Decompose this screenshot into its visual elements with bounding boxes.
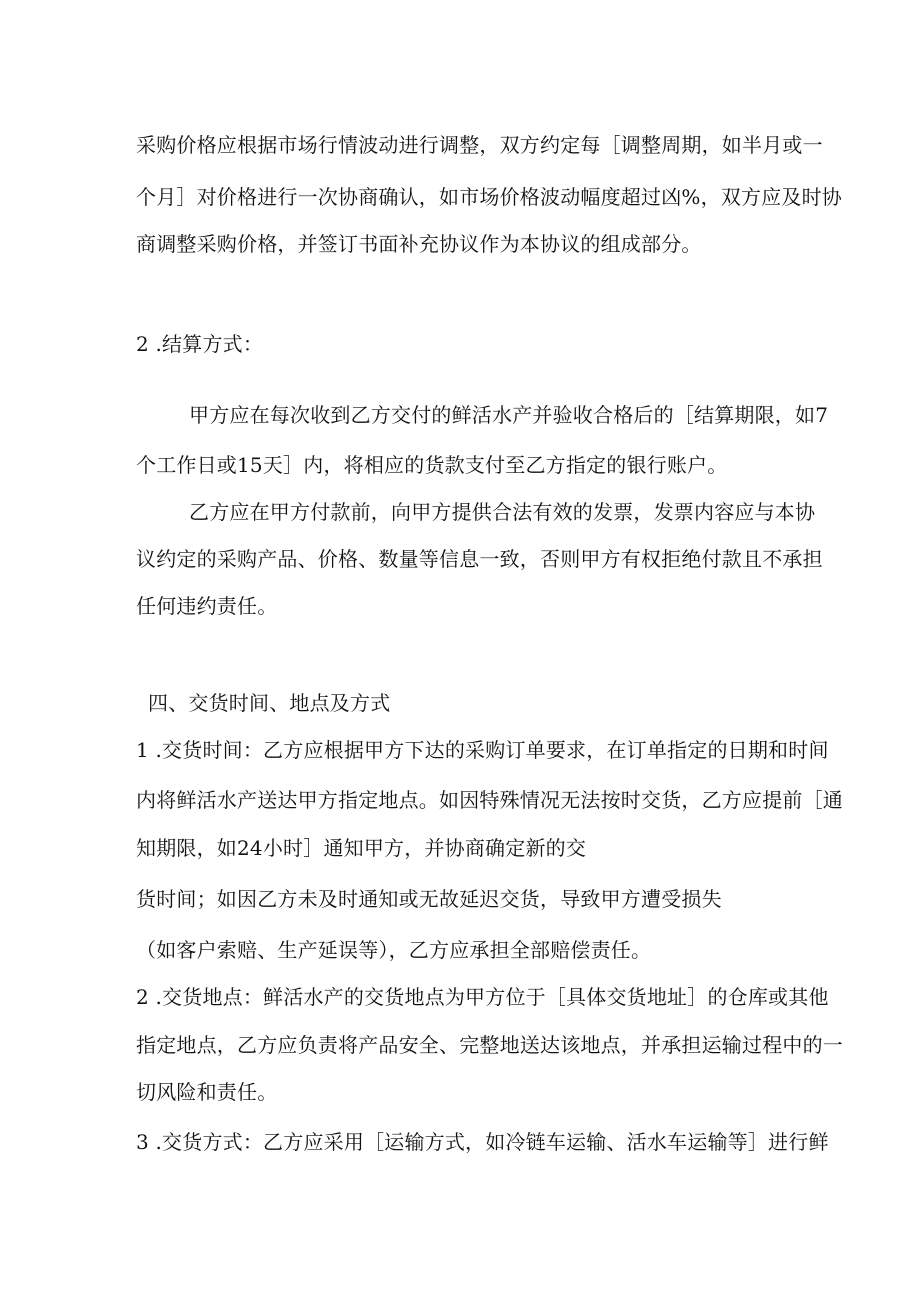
section-heading: 2 .结算方式： xyxy=(136,332,264,356)
paragraph-line: 议约定的采购产品、价格、数量等信息一致，否则甲方有权拒绝付款且不承担 xyxy=(136,547,823,571)
paragraph-line: 采购价格应根据市场行情波动进行调整，双方约定每［调整周期，如半月或一 xyxy=(136,133,823,157)
paragraph-line: 2 .交货地点：鲜活水产的交货地点为甲方位于［具体交货地址］的仓库或其他 xyxy=(136,985,829,1009)
paragraph-line: 货时间；如因乙方未及时通知或无故延迟交货，导致甲方遭受损失 xyxy=(136,887,722,911)
paragraph-line: 3 .交货方式：乙方应采用［运输方式，如冷链车运输、活水车运输等］进行鲜 xyxy=(136,1130,829,1154)
paragraph-line: 指定地点，乙方应负责将产品安全、完整地送达该地点，并承担运输过程中的一 xyxy=(136,1033,843,1057)
paragraph-line: （如客户索赔、生产延误等），乙方应承担全部赔偿责任。 xyxy=(136,938,652,962)
paragraph-line: 1 .交货时间：乙方应根据甲方下达的采购订单要求，在订单指定的日期和时间 xyxy=(136,738,829,762)
chapter-heading: 四、交货时间、地点及方式 xyxy=(148,691,391,715)
paragraph-line: 个工作日或15天］内，将相应的货款支付至乙方指定的银行账户。 xyxy=(136,453,728,477)
paragraph-line: 商调整采购价格，并签订书面补充协议作为本协议的组成部分。 xyxy=(136,232,702,256)
paragraph-line: 个月］对价格进行一次协商确认，如市场价格波动幅度超过凶%，双方应及时协 xyxy=(136,185,843,209)
paragraph-line: 切风险和责任。 xyxy=(136,1080,278,1104)
paragraph-line: 内将鲜活水产送达甲方指定地点。如因特殊情况无法按时交货，乙方应提前［通 xyxy=(136,788,843,812)
paragraph-line: 知期限，如24小时］通知甲方，并协商确定新的交 xyxy=(136,836,587,860)
paragraph-line: 任何违约责任。 xyxy=(136,594,278,618)
paragraph-line: 乙方应在甲方付款前，向甲方提供合法有效的发票，发票内容应与本协 xyxy=(189,500,816,524)
paragraph-line: 甲方应在每次收到乙方交付的鲜活水产并验收合格后的［结算期限，如7 xyxy=(189,403,829,427)
